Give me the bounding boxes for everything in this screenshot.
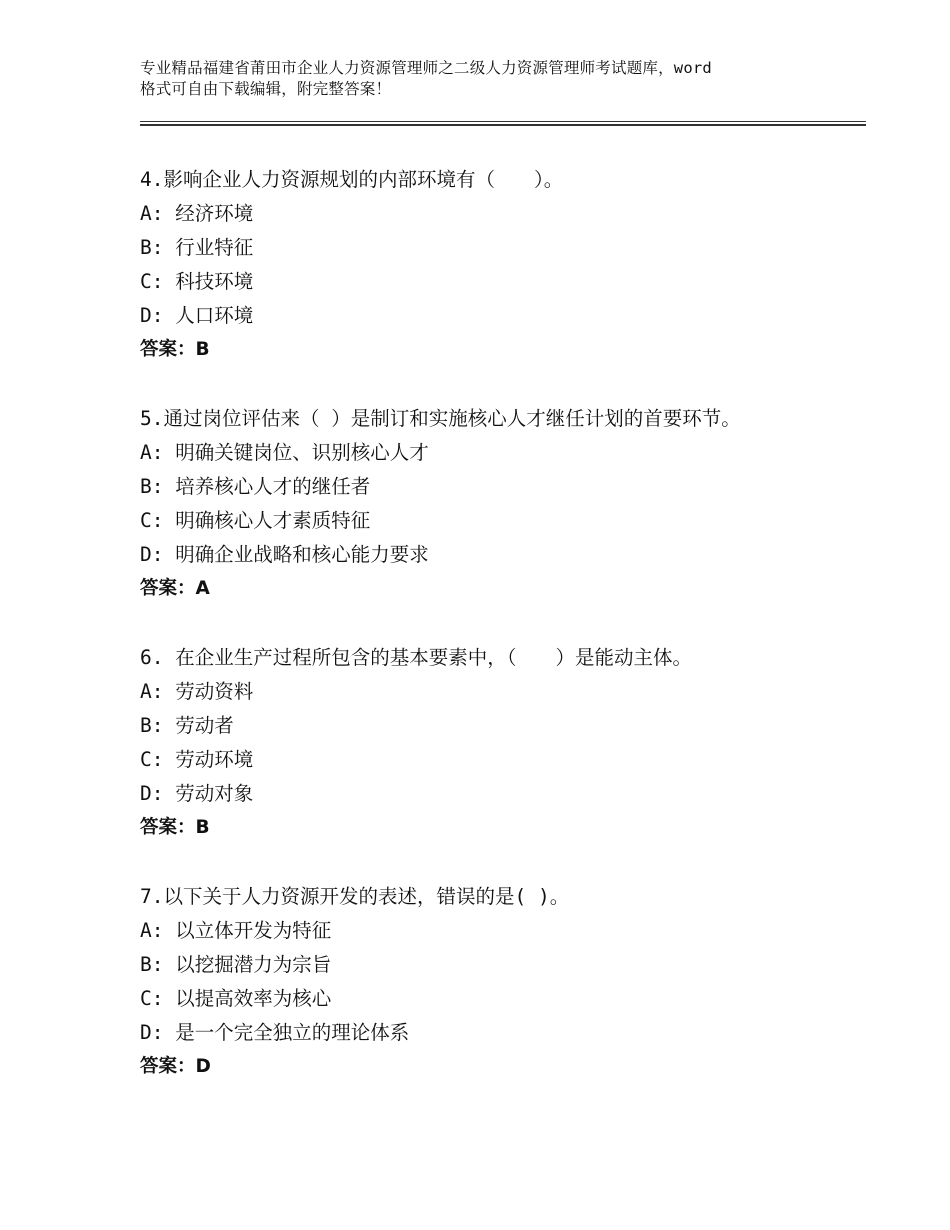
option-a: A: 劳动资料 — [140, 680, 254, 703]
option-d: D: 人口环境 — [140, 304, 254, 327]
option-c: C: 以提高效率为核心 — [140, 987, 332, 1010]
question-stem: 5.通过岗位评估来（ ）是制订和实施核心人才继任计划的首要环节。 — [140, 407, 741, 430]
option-b: B: 培养核心人才的继任者 — [140, 475, 371, 498]
option-c: C: 科技环境 — [140, 270, 254, 293]
question-7 — [140, 880, 860, 1084]
question-stem: 7.以下关于人力资源开发的表述，错误的是( )。 — [140, 885, 570, 908]
header-divider-thick — [140, 124, 866, 126]
option-b: B: 以挖掘潜力为宗旨 — [140, 953, 332, 976]
question-stem: 4.影响企业人力资源规划的内部环境有（ ）。 — [140, 168, 564, 191]
answer-key: 答案：D — [140, 1056, 211, 1077]
option-c: C: 劳动环境 — [140, 748, 254, 771]
header-title-line-1: 专业精品福建省莆田市企业人力资源管理师之二级人力资源管理师考试题库，word — [140, 59, 712, 77]
option-d: D: 明确企业战略和核心能力要求 — [140, 543, 429, 566]
option-a: A: 明确关键岗位、识别核心人才 — [140, 441, 429, 464]
header-divider-thin — [140, 121, 866, 122]
question-list — [140, 163, 860, 1119]
option-c: C: 明确核心人才素质特征 — [140, 509, 371, 532]
document-header — [140, 58, 840, 100]
question-5 — [140, 402, 860, 606]
question-6 — [140, 641, 860, 845]
option-a: A: 经济环境 — [140, 202, 254, 225]
answer-key: 答案：A — [140, 578, 210, 599]
question-4 — [140, 163, 860, 367]
question-stem: 6. 在企业生产过程所包含的基本要素中，（ ）是能动主体。 — [140, 646, 692, 669]
header-title-line-2: 格式可自由下载编辑，附完整答案！ — [140, 80, 392, 98]
option-d: D: 是一个完全独立的理论体系 — [140, 1021, 410, 1044]
option-d: D: 劳动对象 — [140, 782, 254, 805]
answer-key: 答案：B — [140, 339, 210, 360]
option-b: B: 行业特征 — [140, 236, 254, 259]
option-b: B: 劳动者 — [140, 714, 234, 737]
answer-key: 答案：B — [140, 817, 210, 838]
option-a: A: 以立体开发为特征 — [140, 919, 332, 942]
